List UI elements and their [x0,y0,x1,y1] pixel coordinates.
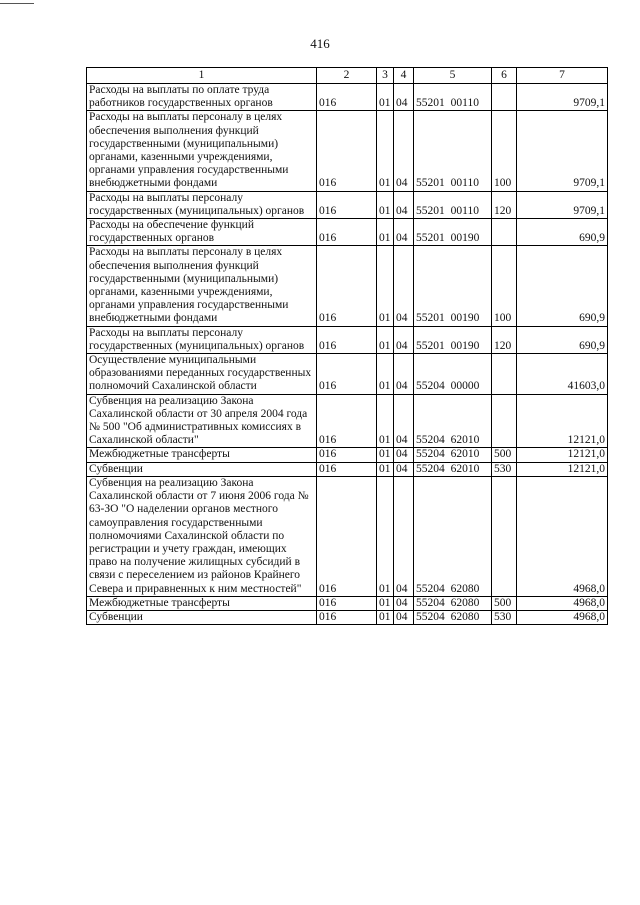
section-code: 01 [377,326,394,353]
subsection-code: 04 [394,111,414,191]
section-code: 01 [377,84,394,111]
table-row [87,219,608,246]
row-name: Межбюджетные трансферты [87,596,317,610]
table-header-row [87,68,608,84]
expense-type-code: 120 [492,191,517,218]
table-row [87,246,608,326]
expense-type-code [492,219,517,246]
column-header: 5 [414,68,492,84]
table-row [87,476,608,596]
amount: 41603,0 [517,354,608,395]
section-code: 01 [377,246,394,326]
section-code: 01 [377,394,394,448]
subsection-code: 04 [394,219,414,246]
row-name: Осуществление муниципальными образованиями переданных государственных полномочий Сахалинской области [87,354,317,395]
amount: 690,9 [517,326,608,353]
subsection-code: 04 [394,394,414,448]
expense-type-code [492,476,517,596]
table-row [87,326,608,353]
ministry-code: 016 [317,191,377,218]
expense-type-code: 530 [492,610,517,624]
section-code: 01 [377,191,394,218]
section-code: 01 [377,448,394,462]
row-name: Субвенция на реализацию Закона Сахалинской области от 30 апреля 2004 года № 500 "Об административных комиссиях в Сахалинской области" [87,394,317,448]
column-header: 3 [377,68,394,84]
target-article-code: 55204 62010 [414,448,492,462]
target-article-code: 55201 00190 [414,219,492,246]
row-name: Субвенция на реализацию Закона Сахалинской области от 7 июня 2006 года № 63-ЗО "О наделении органов местного самоуправления государственными полномочиями Сахалинской области по регистрации и учету граждан, имеющих право на получение жилищных субсидий в связи с переселением из районов Крайнего Севера и приравненных к ним местностей" [87,476,317,596]
scan-corner-mark [0,3,34,4]
column-header: 7 [517,68,608,84]
column-header: 6 [492,68,517,84]
table-row [87,191,608,218]
subsection-code: 04 [394,610,414,624]
subsection-code: 04 [394,448,414,462]
column-header: 2 [317,68,377,84]
table-row [87,394,608,448]
row-name: Расходы на обеспечение функций государственных органов [87,219,317,246]
ministry-code: 016 [317,448,377,462]
amount: 9709,1 [517,191,608,218]
row-name: Расходы на выплаты по оплате труда работников государственных органов [87,84,317,111]
amount: 12121,0 [517,448,608,462]
row-name: Субвенции [87,462,317,476]
target-article-code: 55204 62080 [414,476,492,596]
subsection-code: 04 [394,462,414,476]
target-article-code: 55204 62010 [414,462,492,476]
ministry-code: 016 [317,596,377,610]
subsection-code: 04 [394,326,414,353]
subsection-code: 04 [394,191,414,218]
expense-type-code: 500 [492,596,517,610]
amount: 690,9 [517,246,608,326]
table-row [87,610,608,624]
row-name: Расходы на выплаты персоналу государственных (муниципальных) органов [87,326,317,353]
target-article-code: 55204 62010 [414,394,492,448]
subsection-code: 04 [394,476,414,596]
section-code: 01 [377,354,394,395]
table-row [87,596,608,610]
expense-type-code [492,354,517,395]
row-name: Межбюджетные трансферты [87,448,317,462]
ministry-code: 016 [317,84,377,111]
ministry-code: 016 [317,111,377,191]
amount: 4968,0 [517,596,608,610]
expense-type-code: 530 [492,462,517,476]
column-header: 4 [394,68,414,84]
table-row [87,84,608,111]
ministry-code: 016 [317,476,377,596]
target-article-code: 55201 00110 [414,191,492,218]
expense-type-code: 100 [492,246,517,326]
section-code: 01 [377,610,394,624]
target-article-code: 55204 62080 [414,610,492,624]
ministry-code: 016 [317,219,377,246]
target-article-code: 55204 62080 [414,596,492,610]
row-name: Расходы на выплаты персоналу государственных (муниципальных) органов [87,191,317,218]
ministry-code: 016 [317,610,377,624]
ministry-code: 016 [317,462,377,476]
section-code: 01 [377,219,394,246]
expense-type-code: 500 [492,448,517,462]
section-code: 01 [377,596,394,610]
row-name: Субвенции [87,610,317,624]
amount: 9709,1 [517,111,608,191]
amount: 4968,0 [517,610,608,624]
subsection-code: 04 [394,596,414,610]
row-name: Расходы на выплаты персоналу в целях обеспечения выполнения функций государственными (муниципальными) органами, казенными учреждениями, органами управления государственными внебюджетными фондами [87,246,317,326]
table-row [87,462,608,476]
table-row [87,354,608,395]
amount: 690,9 [517,219,608,246]
amount: 12121,0 [517,394,608,448]
target-article-code: 55201 00110 [414,111,492,191]
table-row [87,111,608,191]
subsection-code: 04 [394,84,414,111]
expense-type-code [492,394,517,448]
amount: 12121,0 [517,462,608,476]
budget-table [86,67,608,625]
section-code: 01 [377,476,394,596]
subsection-code: 04 [394,246,414,326]
target-article-code: 55201 00190 [414,326,492,353]
amount: 4968,0 [517,476,608,596]
row-name: Расходы на выплаты персоналу в целях обеспечения выполнения функций государственными (муниципальными) органами, казенными учреждениями, органами управления государственными внебюджетными фондами [87,111,317,191]
page-number: 416 [310,36,330,51]
ministry-code: 016 [317,326,377,353]
section-code: 01 [377,111,394,191]
section-code: 01 [377,462,394,476]
target-article-code: 55201 00110 [414,84,492,111]
ministry-code: 016 [317,246,377,326]
ministry-code: 016 [317,354,377,395]
expense-type-code: 100 [492,111,517,191]
table-row [87,448,608,462]
target-article-code: 55201 00190 [414,246,492,326]
expense-type-code: 120 [492,326,517,353]
expense-type-code [492,84,517,111]
target-article-code: 55204 00000 [414,354,492,395]
column-header: 1 [87,68,317,84]
subsection-code: 04 [394,354,414,395]
ministry-code: 016 [317,394,377,448]
amount: 9709,1 [517,84,608,111]
